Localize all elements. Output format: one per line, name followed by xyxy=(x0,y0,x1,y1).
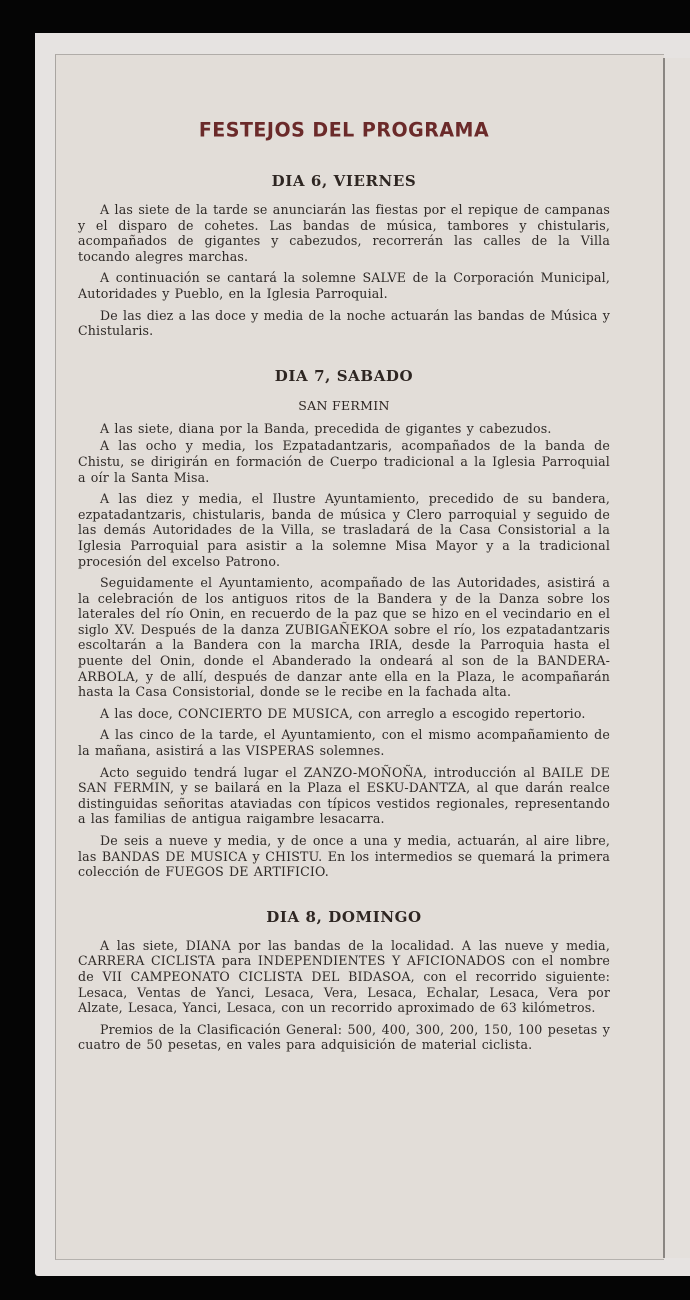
day-heading: DIA 6, VIERNES xyxy=(271,172,417,190)
paragraph: A las ocho y media, los Ezpatadantzaris, acompañados de la banda de Chistu, se dirigirán en formación de Cuerpo tradicional a la Iglesia Parroquial a oír la Santa Misa. xyxy=(78,438,610,485)
day-subheading: SAN FERMIN xyxy=(298,397,390,413)
paragraph: A las doce, CONCIERTO DE MUSICA, con arreglo a escogido repertorio. xyxy=(100,705,586,721)
paragraph: A continuación se cantará la solemne SALVE de la Corporación Municipal, Autoridades y Pueblo, en la Iglesia Parroquial. xyxy=(78,270,610,301)
adjacent-page-edge xyxy=(665,58,690,1258)
day-heading: DIA 7, SABADO xyxy=(274,366,414,385)
paragraph: Acto seguido tendrá lugar el ZANZO-MOÑOÑA, introducción al BAILE DE SAN FERMIN, y se bailará en la Plaza el ESKU-DANTZA, al que darán realce distinguidas señoritas ataviadas con típicos vestidos regionales, representando a las familias de antigua raigambre lesacarra. xyxy=(78,764,610,827)
paragraph: Premios de la Clasificación General: 500, 400, 300, 200, 150, 100 pesetas y cuatro de 50 pesetas, en vales para adquisición de material ciclista. xyxy=(78,1021,610,1053)
program-content xyxy=(78,110,610,1059)
paragraph: De las diez a las doce y media de la noche actuarán las bandas de Música y Chistularis. xyxy=(78,307,610,339)
day-section-sabado xyxy=(78,365,610,880)
paragraph: A las cinco de la tarde, el Ayuntamiento, con el mismo acompañamiento de la mañana, asistirá a las VISPERAS solemnes. xyxy=(78,727,610,759)
paragraph: De seis a nueve y media, y de once a una y media, actuarán, al aire libre, las BANDAS DE MUSICA y CHISTU. En los intermedios se quemará la primera colección de FUEGOS DE ARTIFICIO. xyxy=(78,833,610,880)
page-title: FESTEJOS DEL PROGRAMA xyxy=(198,118,490,142)
day-section-domingo xyxy=(78,906,610,1053)
paragraph: A las siete, diana por la Banda, precedida de gigantes y cabezudos. xyxy=(100,420,552,436)
paragraph: A las siete, DIANA por las bandas de la localidad. A las nueve y media, CARRERA CICLISTA para INDEPENDIENTES Y AFICIONADOS con el nombre de VII CAMPEONATO CICLISTA DEL BIDASOA, con el recorrido siguiente: Lesaca, Ventas de Yanci, Lesaca, Vera, Lesaca, Echalar, Lesaca, Vera por Alzate, Lesaca, Yanci, Lesaca, con un recorrido aproximado de 63 kilómetros. xyxy=(78,937,610,1016)
day-heading: DIA 8, DOMINGO xyxy=(266,907,422,926)
day-section-viernes xyxy=(78,170,610,339)
paragraph: A las diez y media, el Ilustre Ayuntamiento, precedido de su bandera, ezpatadantzaris, chistularis, banda de música y Clero parroquial y seguido de las demás Autoridades de la Villa, se trasladará de la Casa Consistorial a la Iglesia Parroquial para asistir a la solemne Misa Mayor y a la tradicional procesión del excelso Patrono. xyxy=(78,491,610,569)
paragraph: A las siete de la tarde se anunciarán las fiestas por el repique de campanas y el disparo de cohetes. Las bandas de música, tambores y chistularis, acompañados de gigantes y cabezudos, recorrerán las calles de la Villa tocando alegres marchas. xyxy=(78,202,610,264)
paragraph: Seguidamente el Ayuntamiento, acompañado de las Autoridades, asistirá a la celebración de los antiguos ritos de la Bandera y de la Danza sobre los laterales del río Onin, en recuerdo de la paz que se hizo en el vecindario en el siglo XV. Después de la danza ZUBIGAÑEKOA sobre el río, los ezpatadantzaris escoltarán a la Bandera con la marcha IRIA, desde la Parroquia hasta el puente del Onin, donde el Abanderado la ondeará al son de la BANDERA-ARBOLA, y de allí, después de danzar ante ella en la Plaza, le acompañarán hasta la Casa Consistorial, donde se le recibe en la fachada alta. xyxy=(78,575,610,700)
